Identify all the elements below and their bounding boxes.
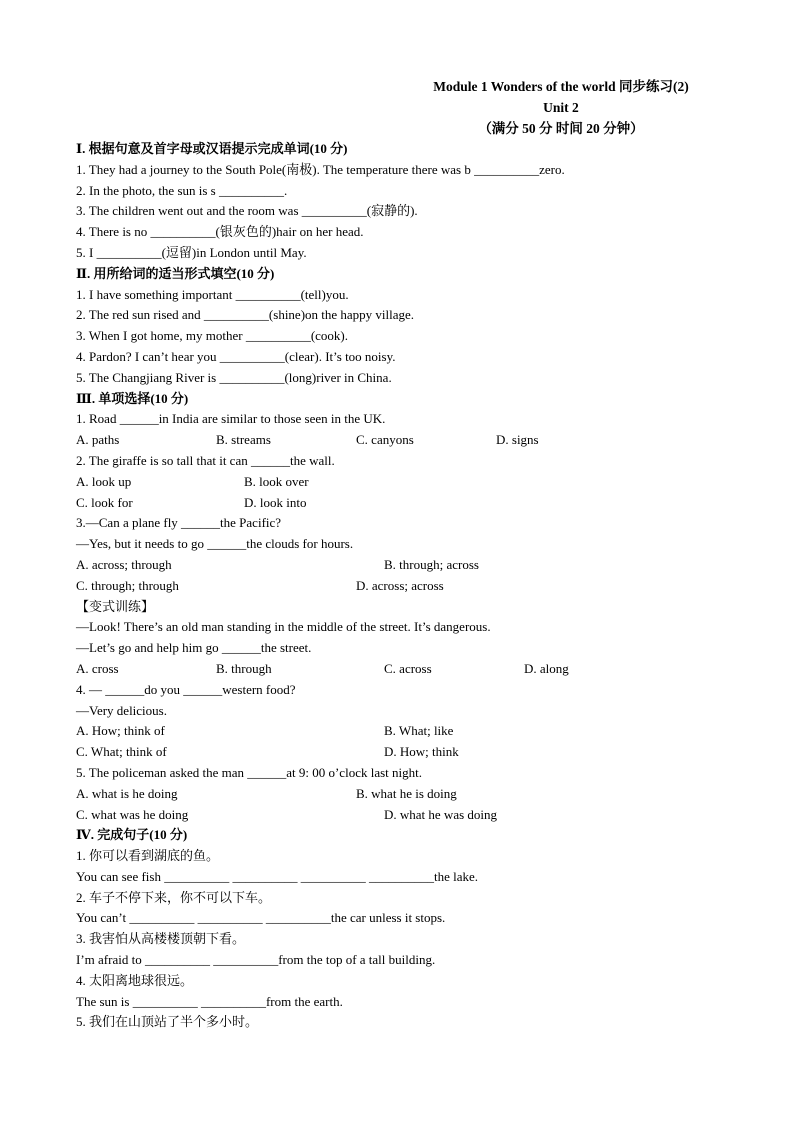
- section4-prompt: 5. 我们在山顶站了半个多小时。: [76, 1014, 259, 1030]
- section1-heading: Ⅰ. 根据句意及首字母或汉语提示完成单词(10 分): [76, 141, 348, 156]
- variant-heading: 【变式训练】: [76, 598, 155, 614]
- q3-options-row1: [76, 555, 726, 576]
- q4-options-row1: [76, 721, 726, 742]
- q5-options-row1: [76, 784, 726, 805]
- section4-answer-line: I’m afraid to __________ __________from the top of a tall building.: [76, 952, 436, 968]
- section4-heading: Ⅳ. 完成句子(10 分): [76, 827, 188, 843]
- variant-options: [76, 659, 726, 680]
- q2-options-row2: [76, 493, 726, 514]
- section2-item: 1. I have something important __________(tell)you.: [76, 286, 349, 302]
- q1-option-b: B. streams: [216, 432, 271, 448]
- score-time-info: （满分 50 分 时间 20 分钟）: [478, 121, 644, 136]
- variant-option-a: A. cross: [76, 660, 119, 676]
- q2-option-a: A. look up: [76, 473, 132, 489]
- q5-options-row2: [76, 805, 726, 826]
- section3-heading: Ⅲ. 单项选择(10 分): [76, 390, 189, 406]
- q5-stem: 5. The policeman asked the man ______at 9: 00 o’clock last night.: [76, 764, 422, 780]
- q2-options-row1: [76, 472, 726, 493]
- q3-option-a: A. across; through: [76, 556, 172, 572]
- section1-item: 2. In the photo, the sun is s __________.: [76, 182, 288, 198]
- q4-option-b: B. What; like: [384, 723, 454, 739]
- q1-option-d: D. signs: [496, 432, 539, 448]
- section1-item: 4. There is no __________(银灰色的)hair on her head.: [76, 224, 364, 240]
- worksheet-page: [76, 76, 726, 1033]
- q3-option-c: C. through; through: [76, 577, 179, 593]
- q1-options: [76, 430, 726, 451]
- variant-option-c: C. across: [384, 660, 432, 676]
- section4-prompt: 1. 你可以看到湖底的鱼。: [76, 848, 220, 864]
- q5-option-c: C. what was he doing: [76, 806, 189, 822]
- q3-options-row2: [76, 576, 726, 597]
- q4-option-d: D. How; think: [384, 744, 459, 760]
- section2-item: 4. Pardon? I can’t hear you __________(clear). It’s too noisy.: [76, 348, 396, 364]
- q5-option-d: D. what he was doing: [384, 806, 498, 822]
- q4-option-a: A. How; think of: [76, 723, 165, 739]
- variant-option-b: B. through: [216, 660, 272, 676]
- q4-options-row2: [76, 742, 726, 763]
- unit-title: Unit 2: [543, 100, 579, 115]
- variant-option-d: D. along: [524, 660, 569, 676]
- section4-answer-line: You can’t __________ __________ __________the car unless it stops.: [76, 910, 446, 926]
- q4-stem-reply: —Very delicious.: [76, 702, 167, 718]
- q3-stem-reply: —Yes, but it needs to go ______the clouds for hours.: [76, 536, 354, 552]
- section2-item: 3. When I got home, my mother __________(cook).: [76, 328, 348, 344]
- section4-prompt: 2. 车子不停下来，你不可以下车。: [76, 889, 272, 905]
- q2-stem: 2. The giraffe is so tall that it can ______the wall.: [76, 452, 335, 468]
- q3-option-d: D. across; across: [356, 577, 444, 593]
- q3-stem: 3.—Can a plane fly ______the Pacific?: [76, 515, 282, 531]
- q3-option-b: B. through; across: [384, 556, 479, 572]
- q1-option-c: C. canyons: [356, 432, 414, 448]
- q1-option-a: A. paths: [76, 432, 120, 448]
- section4-prompt: 4. 太阳离地球很远。: [76, 972, 194, 988]
- variant-stem: —Look! There’s an old man standing in the middle of the street. It’s dangerous.: [76, 619, 491, 635]
- worksheet-title: Module 1 Wonders of the world 同步练习(2): [433, 79, 689, 94]
- q1-stem: 1. Road ______in India are similar to those seen in the UK.: [76, 411, 386, 427]
- q2-option-c: C. look for: [76, 494, 133, 510]
- section1-item: 1. They had a journey to the South Pole(南极). The temperature there was b __________zero.: [76, 161, 565, 177]
- q2-option-b: B. look over: [244, 473, 309, 489]
- q2-option-d: D. look into: [244, 494, 307, 510]
- section1-item: 5. I __________(逗留)in London until May.: [76, 244, 307, 260]
- q5-option-b: B. what he is doing: [356, 785, 457, 801]
- section2-item: 2. The red sun rised and __________(shine)on the happy village.: [76, 307, 415, 323]
- q4-option-c: C. What; think of: [76, 744, 167, 760]
- section1-item: 3. The children went out and the room was __________(寂静的).: [76, 203, 418, 219]
- section4-answer-line: You can see fish __________ __________ __________ __________the lake.: [76, 868, 479, 884]
- q5-option-a: A. what is he doing: [76, 785, 178, 801]
- section4-answer-line: The sun is __________ __________from the earth.: [76, 993, 343, 1009]
- variant-stem-reply: —Let’s go and help him go ______the street.: [76, 640, 312, 656]
- q4-stem: 4. — ______do you ______western food?: [76, 681, 296, 697]
- section4-prompt: 3. 我害怕从高楼楼顶朝下看。: [76, 931, 246, 947]
- section2-item: 5. The Changjiang River is __________(long)river in China.: [76, 369, 392, 385]
- section2-heading: Ⅱ. 用所给词的适当形式填空(10 分): [76, 265, 275, 281]
